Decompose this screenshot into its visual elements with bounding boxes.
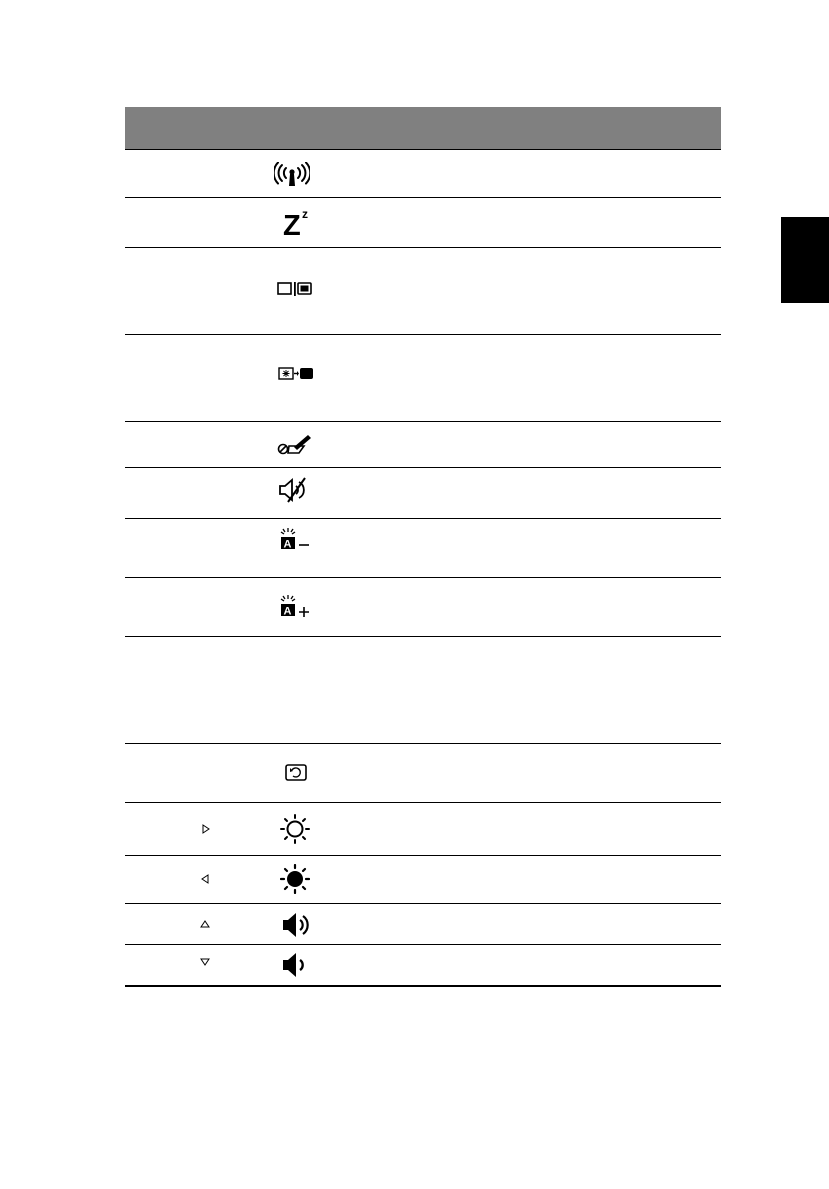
svg-text:Z: Z: [283, 210, 301, 237]
touchpad-toggle-icon: [277, 433, 313, 457]
svg-text:z: z: [302, 207, 308, 221]
brightness-down-icon: [280, 864, 310, 894]
keyboard-backlight-up-icon: [280, 594, 314, 620]
keyboard-backlight-down-icon: [280, 527, 314, 553]
row-divider: [125, 577, 721, 578]
up-triangle-icon: [200, 920, 210, 928]
sleep-zz-icon: [283, 205, 311, 237]
svg-text:A: A: [283, 605, 292, 618]
row-divider: [125, 636, 721, 637]
restore-icon: [285, 764, 307, 781]
display-toggle-icon: [277, 282, 313, 296]
volume-up-icon: [282, 912, 310, 938]
row-divider: [125, 518, 721, 519]
row-divider: [125, 467, 721, 468]
row-divider: [125, 334, 721, 335]
left-triangle-icon: [201, 874, 209, 884]
row-divider: [125, 421, 721, 422]
wireless-antenna-icon: [274, 162, 310, 188]
screen-blank-icon: [278, 367, 314, 381]
volume-down-icon: [282, 952, 306, 978]
table-bottom-rule: [125, 985, 721, 987]
row-divider: [125, 197, 721, 198]
row-divider: [125, 743, 721, 744]
row-divider: [125, 944, 721, 945]
row-divider: [125, 149, 721, 150]
right-triangle-icon: [202, 824, 210, 834]
chapter-side-tab: [781, 217, 829, 303]
brightness-up-icon: [280, 814, 310, 844]
row-divider: [125, 802, 721, 803]
svg-text:A: A: [283, 538, 292, 551]
row-divider: [125, 903, 721, 904]
speaker-mute-icon: [278, 477, 308, 503]
row-divider: [125, 855, 721, 856]
down-triangle-icon: [200, 958, 210, 966]
table-header-bar: [125, 107, 721, 149]
row-divider: [125, 247, 721, 248]
